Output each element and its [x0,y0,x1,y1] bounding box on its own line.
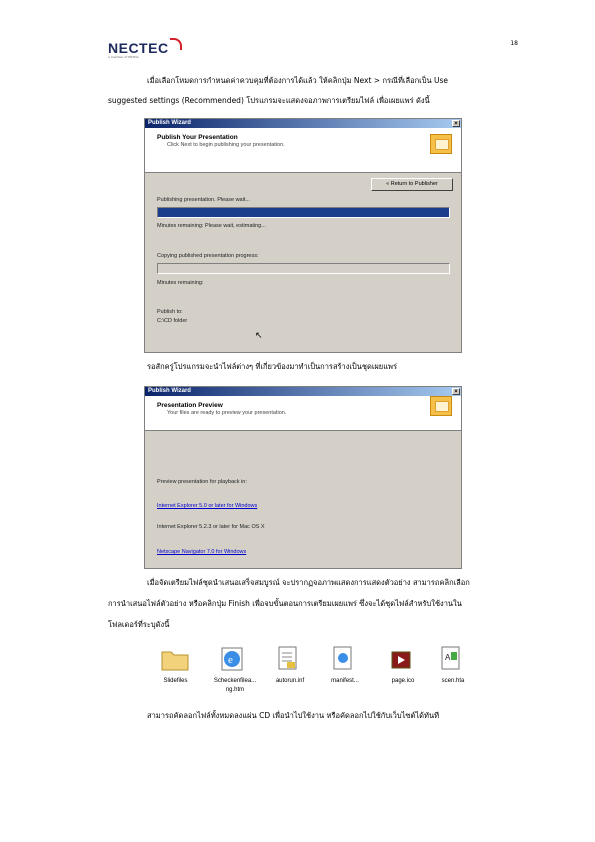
svg-text:A: A [445,653,451,662]
publish-to-value: C:\CD folder [157,318,188,324]
hta-file-icon[interactable] [440,646,464,676]
logo-subtitle: a member of NSTDA [108,55,139,59]
ie-html-icon[interactable] [218,646,248,676]
dialog-1-titlebar [145,119,461,128]
preview-label: Preview presentation for playback in: [157,479,247,485]
ico-file-icon[interactable] [390,650,416,674]
dialog-2-heading: Presentation Preview [157,402,223,409]
dialog-2-titlebar [145,387,461,396]
file-label-3: autorun.inf [275,678,305,684]
dialog-1-subheading: Click Next to begin publishing your presentation. [167,142,285,148]
paragraph-4: สามารถคัดลอกไฟล์ทั้งหมดลงแผ่น CD เพื่อนำไปใช้งาน หรือคัดลอกไปใช้กับเว็บไซต์ได้ทันที [147,711,440,720]
file-label-6: scen.hta [441,678,465,684]
file-label-2-line-2: ng.htm [225,687,245,693]
svg-text:e: e [228,654,233,666]
paragraph-1-line-1: เมื่อเลือกโหมดการกำหนดค่าควบคุมที่ต้องการได้แล้ว ให้คลิกปุ่ม Next > กรณีที่เลือกเป็น Use [147,76,448,85]
paragraph-3-line-2: การนำเสนอไฟล์ตัวอย่าง หรือคลิกปุ่ม Finish เพื่อจบขั้นตอนการเตรียมเผยแพร่ ซึ่งจะได้ชุดไฟล์สำหรับใช้งานใน [108,599,462,608]
publishing-label: Publishing presentation. Please wait... [157,197,250,203]
inf-file-icon[interactable] [277,646,303,676]
presentation-icon [430,134,452,154]
dialog-1-title: Publish Wizard [148,120,191,126]
paragraph-2: รอสักครู่โปรแกรมจะนำไฟล์ต่างๆ ที่เกี่ยวข้องมาทำเป็นการสร้างเป็นชุดเผยแพร่ [147,362,397,371]
dialog-2-header [145,396,461,431]
presentation-preview-icon [430,396,452,416]
file-label-5: page.ico [391,678,415,684]
dialog-2-subheading: Your files are ready to preview your presentation. [167,410,287,416]
publish-to-label: Publish to: [157,309,183,315]
minutes-remaining-1: Minutes remaining: Please wait, estimating... [157,223,266,229]
file-label-2: Scheckenfilea... [213,678,257,684]
logo-arc-icon [170,38,182,50]
copying-progress-bar [157,263,450,274]
dialog-2-close-button[interactable]: × [452,388,460,395]
publishing-progress-bar [157,207,450,218]
paragraph-3-line-3: โฟลเดอร์ที่ระบุดังนี้ [108,620,170,629]
copying-label: Copying published presentation progress: [157,253,259,259]
dialog-1-header [145,128,461,173]
preview-link-netscape[interactable]: Netscape Navigator 7.0 for Windows [157,549,247,555]
publish-wizard-dialog-1 [144,118,462,353]
logo-text: NECTEC [108,40,169,56]
dialog-1-close-button[interactable]: × [452,120,460,127]
nectec-logo [108,38,178,60]
publishing-progress-fill [158,208,449,217]
publish-wizard-dialog-2 [144,386,462,569]
file-label-4: manifest... [331,678,359,684]
page-number: 18 [510,40,518,47]
preview-link-ie-windows[interactable]: Internet Explorer 5.0 or later for Windows [157,503,258,509]
file-label-1: Slidefiles [163,678,188,684]
mouse-cursor-icon: ↖ [255,331,263,341]
return-to-publisher-button[interactable]: « Return to Publisher [371,178,453,191]
manifest-file-icon[interactable] [332,646,358,676]
dialog-2-title: Publish Wizard [148,388,191,394]
paragraph-1-line-2: suggested settings (Recommended) โปรแกรมจะแสดงจอภาพการเตรียมไฟล์ เพื่อเผยแพร่ ดังนี้ [108,96,430,105]
preview-link-ie-mac[interactable]: Internet Explorer 5.2.3 or later for Mac OS X [157,524,265,530]
paragraph-3-line-1: เมื่อจัดเตรียมไฟล์ชุดนำเสนอเสร็จสมบูรณ์ จะปรากฏจอภาพแสดงการแสดงตัวอย่าง สามารถคลิกเลือก [147,578,470,587]
folder-icon[interactable] [160,646,192,676]
minutes-remaining-2: Minutes remaining: [157,280,204,286]
dialog-1-heading: Publish Your Presentation [157,134,238,141]
